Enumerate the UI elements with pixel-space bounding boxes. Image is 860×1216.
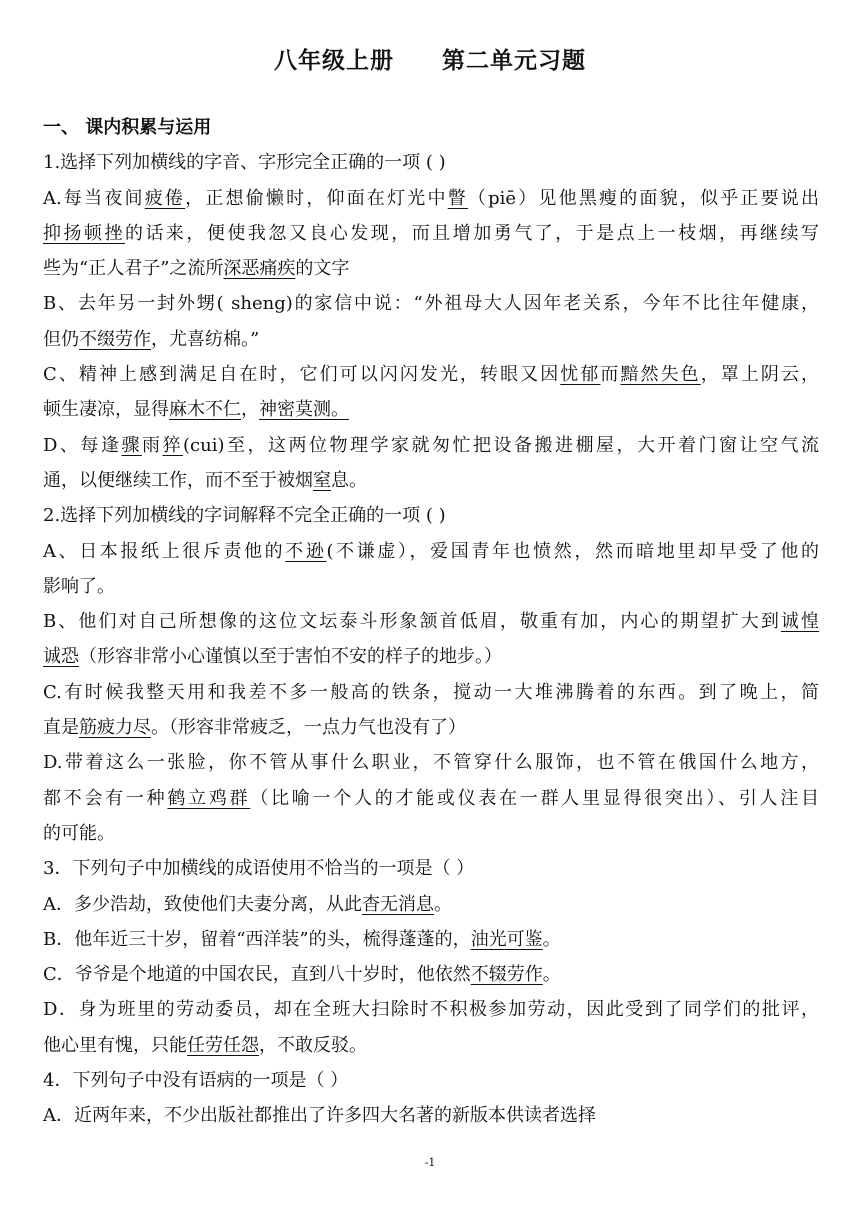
text-segment: ，: [241, 399, 259, 421]
text-line: [43, 286, 819, 321]
text-segment: 顿生凄凉，显得: [43, 399, 169, 421]
underlined-term: 油光可鉴: [470, 928, 543, 950]
page-title: [0, 42, 860, 75]
text-line: [43, 322, 819, 357]
underlined-term: 诚惶: [780, 611, 819, 633]
text-line: [43, 781, 819, 816]
text-line: [43, 463, 819, 498]
text-segment: 影响了。: [43, 575, 115, 597]
question-text: [43, 145, 819, 1133]
text-line: [43, 392, 819, 427]
text-segment: 3．下列句子中加横线的成语使用不恰当的一项是（ ）: [43, 858, 475, 880]
text-line: [43, 251, 819, 286]
text-segment: 1.选择下列加横线的字音、字形完全正确的一项 ( ): [43, 152, 446, 174]
text-line: [43, 216, 819, 251]
text-segment: B．他年近三十岁，留着“西洋装”的头，梳得蓬蓬的，: [43, 928, 471, 950]
text-segment: 。: [434, 893, 452, 915]
text-segment: 通，以便继续工作，而不至于被烟: [43, 469, 313, 491]
text-segment: ，尤喜纺棉。”: [151, 328, 260, 350]
text-segment: 都不会有一种: [43, 787, 168, 809]
text-line: [43, 534, 819, 569]
title-unit: 第二单元习题: [442, 47, 586, 74]
text-segment: B、他们对自己所想像的这位文坛泰斗形象颔首低眉，敬重有加，内心的期望扩大到: [43, 611, 781, 633]
text-segment: D、每逢: [43, 434, 122, 456]
text-segment: A．多少浩劫，致使他们夫妻分离，从此: [43, 893, 362, 915]
underlined-term: 黯然失色: [620, 364, 701, 386]
text-segment: 而: [600, 364, 621, 386]
text-segment: 息。: [331, 469, 367, 491]
text-segment: A．近两年来，不少出版社都推出了许多四大名著的新版本供读者选择: [43, 1105, 596, 1127]
text-segment: 雨: [141, 434, 163, 456]
document-body: [43, 110, 819, 1134]
text-segment: 的文字: [295, 258, 350, 280]
underlined-term: 深恶痛疾: [223, 258, 296, 280]
text-segment: D．身为班里的劳动委员，却在全班大扫除时不积极参加劳动，因此受到了同学们的批评，: [43, 999, 819, 1021]
text-segment: 但仍: [43, 328, 79, 350]
text-segment: 的可能。: [43, 822, 115, 844]
text-line: [43, 957, 819, 992]
underlined-term: 不逊: [285, 540, 327, 562]
text-segment: 的话来，便使我忽又良心发现，而且增加勇气了，于是点上一枝烟，再继续写: [124, 222, 819, 244]
text-segment: 。（形容非常疲乏，一点力气也没有了）: [151, 717, 466, 739]
text-segment: B、去年另一封外甥( sheng)的家信中说：“外祖母大人因年老关系，今年不比往年健康，: [43, 293, 819, 315]
underlined-term: 筋疲力尽: [79, 717, 151, 739]
section-heading: 一、 课内积累与运用: [43, 117, 212, 138]
text-line: [43, 639, 819, 674]
underlined-term: 忧郁: [560, 364, 601, 386]
text-line: [43, 675, 819, 710]
underlined-term: 不辍劳作: [470, 964, 543, 986]
text-segment: ，不敢反驳。: [259, 1034, 367, 1056]
text-segment: 4．下列句子中没有语病的一项是（ ）: [43, 1070, 349, 1092]
text-line: [43, 887, 819, 922]
text-segment: （piē）见他黑瘦的面貌，似乎正要说出: [467, 187, 819, 209]
text-line: [43, 498, 819, 533]
underlined-term: 麻木不仁: [169, 399, 241, 421]
text-segment: (cui)至，这两位物理学家就匆忙把设备搬进棚屋，大开着门窗让空气流: [183, 434, 819, 456]
text-line: [43, 710, 819, 745]
text-line: [43, 992, 819, 1027]
underlined-term: 骤: [121, 434, 142, 456]
underlined-term: 猝: [162, 434, 183, 456]
text-segment: ，正想偷懒时，仰面在灯光中: [185, 187, 448, 209]
text-line: [43, 1098, 819, 1133]
text-segment: 些为“正人君子”之流所: [43, 258, 224, 280]
page-number: -1: [424, 1156, 436, 1169]
text-line: [43, 922, 819, 957]
text-line: [43, 357, 819, 392]
underlined-term: 任劳任怨: [187, 1034, 259, 1056]
title-grade: 八年级上册: [274, 47, 394, 74]
text-segment: A、日本报纸上很斥责他的: [43, 540, 286, 562]
text-line: [43, 1063, 819, 1098]
text-segment: (不谦虚），爱国青年也愤然，然而暗地里却早受了他的: [326, 540, 819, 562]
underlined-term: 疲倦: [144, 187, 186, 209]
text-line: [43, 428, 819, 463]
text-segment: ，罩上阴云，: [700, 364, 819, 386]
text-segment: 2.选择下列加横线的字词解释不完全正确的一项 ( ): [43, 505, 446, 527]
underlined-term: 窒: [313, 469, 331, 491]
text-segment: D.带着这么一张脸，你不管从事什么职业，不管穿什么服饰，也不管在俄国什么地方，: [43, 752, 819, 774]
text-line: [43, 181, 819, 216]
text-line: [43, 145, 819, 180]
underlined-term: 杳无消息: [362, 893, 434, 915]
underlined-term: 不缀劳作: [79, 328, 151, 350]
text-segment: C、精神上感到满足自在时，它们可以闪闪发光，转眼又因: [43, 364, 561, 386]
text-line: [43, 569, 819, 604]
text-segment: 直是: [43, 717, 79, 739]
text-line: [43, 851, 819, 886]
underlined-term: 神密莫测。: [259, 399, 349, 421]
underlined-term: 诚恐: [43, 646, 79, 668]
text-line: [43, 816, 819, 851]
text-line: [43, 604, 819, 639]
underlined-term: 瞥: [447, 187, 468, 209]
underlined-term: 抑扬顿挫: [43, 222, 125, 244]
text-segment: （形容非常小心谨慎以至于害怕不安的样子的地步。）: [79, 646, 502, 668]
text-segment: 。: [542, 964, 561, 986]
text-segment: C.有时候我整天用和我差不多一般高的铁条，搅动一大堆沸腾着的东西。到了晚上，简: [43, 681, 819, 703]
underlined-term: 鹤立鸡群: [167, 787, 251, 809]
text-segment: （比喻一个人的才能或仪表在一群人里显得很突出）、引人注目: [250, 787, 819, 809]
text-segment: C．爷爷是个地道的中国农民，直到八十岁时，他依然: [43, 964, 471, 986]
text-segment: 他心里有愧，只能: [43, 1034, 187, 1056]
text-line: [43, 1028, 819, 1063]
text-line: [43, 745, 819, 780]
text-segment: 。: [542, 928, 561, 950]
text-segment: A.每当夜间: [43, 187, 145, 209]
